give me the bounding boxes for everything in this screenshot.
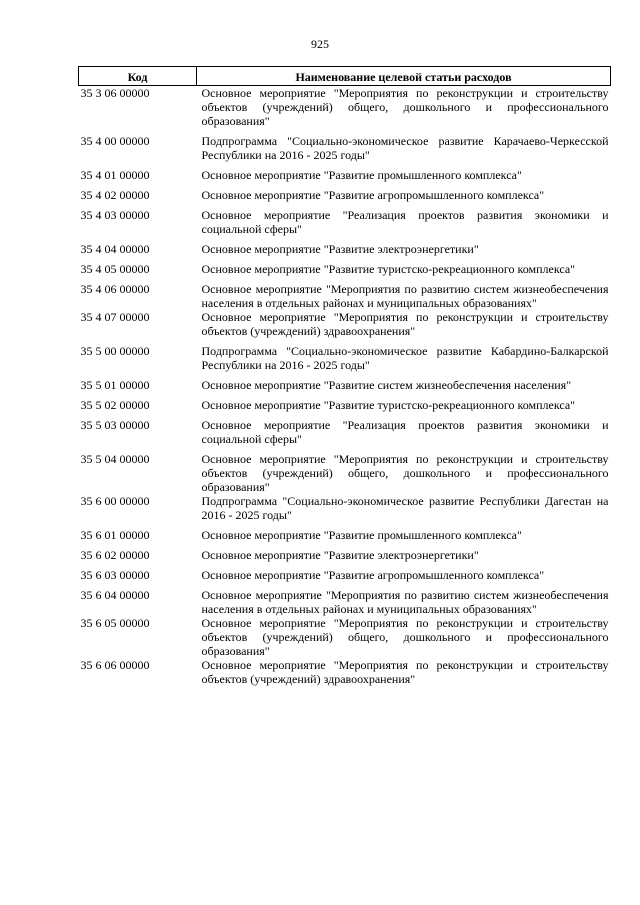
table-row: [79, 548, 611, 568]
row-name: Основное мероприятие "Развитие электроэнергетики": [201, 548, 479, 562]
row-code: 35 6 02 00000: [80, 548, 150, 562]
budget-codes-table: [78, 66, 611, 692]
row-name: Основное мероприятие "Мероприятия по реконструкции и строительству объектов (учреждений) здравоохранения": [201, 658, 609, 686]
row-code: 35 5 04 00000: [80, 452, 150, 466]
header-name: Наименование целевой статьи расходов: [197, 67, 611, 86]
table-row: [79, 242, 611, 262]
row-name: Основное мероприятие "Мероприятия по развитию систем жизнеобеспечения населения в отдельных районах и муниципальных образованиях": [201, 282, 609, 310]
row-code: 35 4 07 00000: [80, 310, 150, 324]
table-row: [79, 452, 611, 494]
table-row: [79, 168, 611, 188]
table-row: [79, 282, 611, 310]
table-row: [79, 188, 611, 208]
row-name: Подпрограмма "Социально-экономическое развитие Кабардино-Балкарской Республики на 2016 - 2025 годы": [201, 344, 609, 372]
table-row: [79, 208, 611, 242]
table-row: [79, 262, 611, 282]
row-name: Подпрограмма "Социально-экономическое развитие Карачаево-Черкесской Республики на 2016 - 2025 годы": [201, 134, 609, 162]
row-code: 35 6 03 00000: [80, 568, 150, 582]
table-row: [79, 658, 611, 692]
row-code: 35 4 02 00000: [80, 188, 150, 202]
row-name: Основное мероприятие "Развитие промышленного комплекса": [201, 528, 522, 542]
row-code: 35 4 03 00000: [80, 208, 150, 222]
row-name: Основное мероприятие "Развитие агропромышленного комплекса": [201, 568, 545, 582]
table-row: [79, 398, 611, 418]
row-code: 35 6 01 00000: [80, 528, 150, 542]
table-row: [79, 568, 611, 588]
table-row: [79, 528, 611, 548]
table-row: [79, 86, 611, 135]
row-code: 35 6 04 00000: [80, 588, 150, 602]
page-number: 925: [311, 37, 329, 51]
row-name: Основное мероприятие "Развитие систем жизнеобеспечения населения": [201, 378, 572, 392]
row-name: Основное мероприятие "Мероприятия по развитию систем жизнеобеспечения населения в отдельных районах и муниципальных образованиях": [201, 588, 609, 616]
row-code: 35 5 02 00000: [80, 398, 150, 412]
row-code: 35 6 00 00000: [80, 494, 150, 508]
row-name: Основное мероприятие "Развитие туристско-рекреационного комплекса": [201, 398, 576, 412]
table-row: [79, 344, 611, 378]
row-name: Основное мероприятие "Мероприятия по реконструкции и строительству объектов (учреждений) общего, дошкольного и профессионального образования": [201, 616, 609, 658]
row-code: 35 4 06 00000: [80, 282, 150, 296]
table-row: [79, 134, 611, 168]
table-row: [79, 378, 611, 398]
row-code: 35 6 05 00000: [80, 616, 150, 630]
row-code: 35 5 00 00000: [80, 344, 150, 358]
table-row: [79, 588, 611, 616]
row-name: Основное мероприятие "Развитие промышленного комплекса": [201, 168, 522, 182]
row-code: 35 3 06 00000: [80, 86, 150, 100]
table-header-row: [79, 67, 611, 86]
row-code: 35 5 03 00000: [80, 418, 150, 432]
row-name: Подпрограмма "Социально-экономическое развитие Республики Дагестан на 2016 - 2025 годы": [201, 494, 609, 522]
header-code: Код: [79, 67, 197, 86]
table-row: [79, 494, 611, 528]
row-code: 35 6 06 00000: [80, 658, 150, 672]
table-row: [79, 418, 611, 452]
row-code: 35 4 04 00000: [80, 242, 150, 256]
row-name: Основное мероприятие "Развитие электроэнергетики": [201, 242, 479, 256]
table-row: [79, 310, 611, 344]
row-name: Основное мероприятие "Мероприятия по реконструкции и строительству объектов (учреждений) общего, дошкольного и профессионального образования": [201, 86, 609, 128]
table-row: [79, 616, 611, 658]
row-code: 35 4 01 00000: [80, 168, 150, 182]
row-name: Основное мероприятие "Реализация проектов развития экономики и социальной сферы": [201, 418, 609, 446]
row-name: Основное мероприятие "Развитие туристско-рекреационного комплекса": [201, 262, 576, 276]
row-name: Основное мероприятие "Развитие агропромышленного комплекса": [201, 188, 545, 202]
row-name: Основное мероприятие "Реализация проектов развития экономики и социальной сферы": [201, 208, 609, 236]
row-name: Основное мероприятие "Мероприятия по реконструкции и строительству объектов (учреждений) общего, дошкольного и профессионального образования": [201, 452, 609, 494]
row-code: 35 4 05 00000: [80, 262, 150, 276]
row-name: Основное мероприятие "Мероприятия по реконструкции и строительству объектов (учреждений) здравоохранения": [201, 310, 609, 338]
row-code: 35 5 01 00000: [80, 378, 150, 392]
row-code: 35 4 00 00000: [80, 134, 150, 148]
